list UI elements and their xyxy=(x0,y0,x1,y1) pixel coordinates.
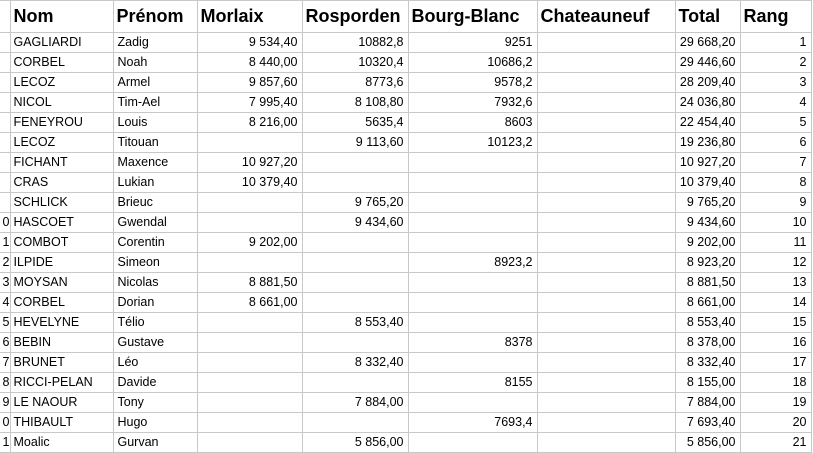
cell-prenom[interactable]: Louis xyxy=(113,113,197,133)
cell-nom[interactable]: BRUNET xyxy=(10,353,113,373)
cell-morlaix[interactable]: 8 881,50 xyxy=(197,273,302,293)
table-row xyxy=(0,53,811,73)
cell-bourg-blanc[interactable] xyxy=(408,293,537,313)
cell-rosporden[interactable]: 8 553,40 xyxy=(302,313,408,333)
cell-rang[interactable]: 12 xyxy=(740,253,811,273)
cell-rosporden[interactable] xyxy=(302,413,408,433)
table-row xyxy=(0,153,811,173)
cell-nom[interactable]: MOYSAN xyxy=(10,273,113,293)
cell-chateauneuf[interactable] xyxy=(537,113,675,133)
cell-total[interactable]: 29 668,20 xyxy=(675,33,740,53)
cell-morlaix[interactable] xyxy=(197,253,302,273)
cell-rosporden[interactable]: 9 765,20 xyxy=(302,193,408,213)
cell-rang[interactable]: 21 xyxy=(740,433,811,453)
row-header[interactable] xyxy=(0,153,10,173)
row-header[interactable] xyxy=(0,93,10,113)
cell-bourg-blanc[interactable] xyxy=(408,313,537,333)
header-row xyxy=(0,1,811,33)
cell-bourg-blanc[interactable]: 8923,2 xyxy=(408,253,537,273)
cell-total[interactable]: 8 155,00 xyxy=(675,373,740,393)
cell-bourg-blanc[interactable] xyxy=(408,273,537,293)
cell-total[interactable]: 8 661,00 xyxy=(675,293,740,313)
row-header[interactable] xyxy=(0,73,10,93)
row-header[interactable]: 1 xyxy=(0,433,10,453)
table-row xyxy=(0,413,811,433)
row-header[interactable] xyxy=(0,33,10,53)
table-row xyxy=(0,113,811,133)
cell-rosporden[interactable]: 10882,8 xyxy=(302,33,408,53)
cell-morlaix[interactable] xyxy=(197,433,302,453)
cell-total[interactable]: 8 553,40 xyxy=(675,313,740,333)
row-header[interactable]: 3 xyxy=(0,273,10,293)
cell-morlaix[interactable] xyxy=(197,193,302,213)
cell-prenom[interactable]: Davide xyxy=(113,373,197,393)
header-cell-chateauneuf[interactable]: Chateauneuf xyxy=(537,1,675,33)
cell-total[interactable]: 7 693,40 xyxy=(675,413,740,433)
cell-nom[interactable]: THIBAULT xyxy=(10,413,113,433)
cell-chateauneuf[interactable] xyxy=(537,353,675,373)
cell-bourg-blanc[interactable]: 8155 xyxy=(408,373,537,393)
table-row xyxy=(0,333,811,353)
table-row xyxy=(0,93,811,113)
cell-morlaix[interactable] xyxy=(197,373,302,393)
cell-total[interactable]: 9 434,60 xyxy=(675,213,740,233)
cell-prenom[interactable]: Tim-Ael xyxy=(113,93,197,113)
row-header[interactable] xyxy=(0,113,10,133)
cell-morlaix[interactable]: 10 379,40 xyxy=(197,173,302,193)
cell-rang[interactable]: 19 xyxy=(740,393,811,413)
cell-morlaix[interactable]: 8 661,00 xyxy=(197,293,302,313)
cell-morlaix[interactable]: 7 995,40 xyxy=(197,93,302,113)
cell-bourg-blanc[interactable]: 8603 xyxy=(408,113,537,133)
cell-total[interactable]: 8 923,20 xyxy=(675,253,740,273)
cell-rosporden[interactable]: 8773,6 xyxy=(302,73,408,93)
header-cell-nom[interactable]: Nom xyxy=(10,1,113,33)
cell-morlaix[interactable]: 10 927,20 xyxy=(197,153,302,173)
row-header[interactable] xyxy=(0,133,10,153)
cell-nom[interactable]: FICHANT xyxy=(10,153,113,173)
cell-bourg-blanc[interactable]: 9578,2 xyxy=(408,73,537,93)
cell-morlaix[interactable] xyxy=(197,353,302,373)
header-cell-morlaix[interactable]: Morlaix xyxy=(197,1,302,33)
cell-prenom[interactable]: Armel xyxy=(113,73,197,93)
row-header[interactable]: 9 xyxy=(0,393,10,413)
cell-rosporden[interactable] xyxy=(302,153,408,173)
cell-chateauneuf[interactable] xyxy=(537,313,675,333)
cell-chateauneuf[interactable] xyxy=(537,433,675,453)
cell-rosporden[interactable]: 5 856,00 xyxy=(302,433,408,453)
cell-nom[interactable]: HASCOET xyxy=(10,213,113,233)
cell-rosporden[interactable] xyxy=(302,273,408,293)
row-header[interactable]: 4 xyxy=(0,293,10,313)
cell-rosporden[interactable] xyxy=(302,333,408,353)
cell-nom[interactable]: FENEYROU xyxy=(10,113,113,133)
cell-morlaix[interactable]: 8 216,00 xyxy=(197,113,302,133)
cell-rang[interactable]: 13 xyxy=(740,273,811,293)
cell-bourg-blanc[interactable] xyxy=(408,433,537,453)
table-row xyxy=(0,233,811,253)
table-row xyxy=(0,253,811,273)
cell-rang[interactable]: 7 xyxy=(740,153,811,173)
cell-chateauneuf[interactable] xyxy=(537,413,675,433)
cell-nom[interactable]: NICOL xyxy=(10,93,113,113)
row-header[interactable]: 7 xyxy=(0,353,10,373)
row-header[interactable]: 8 xyxy=(0,373,10,393)
cell-chateauneuf[interactable] xyxy=(537,333,675,353)
cell-rosporden[interactable] xyxy=(302,293,408,313)
header-cell-prenom[interactable]: Prénom xyxy=(113,1,197,33)
cell-nom[interactable]: LE NAOUR xyxy=(10,393,113,413)
cell-total[interactable]: 10 379,40 xyxy=(675,173,740,193)
row-header[interactable] xyxy=(0,173,10,193)
cell-prenom[interactable]: Télio xyxy=(113,313,197,333)
cell-rang[interactable]: 5 xyxy=(740,113,811,133)
cell-total[interactable]: 7 884,00 xyxy=(675,393,740,413)
cell-rosporden[interactable] xyxy=(302,373,408,393)
cell-total[interactable]: 29 446,60 xyxy=(675,53,740,73)
table-row xyxy=(0,293,811,313)
cell-total[interactable]: 22 454,40 xyxy=(675,113,740,133)
cell-chateauneuf[interactable] xyxy=(537,93,675,113)
cell-rang[interactable]: 17 xyxy=(740,353,811,373)
cell-prenom[interactable]: Hugo xyxy=(113,413,197,433)
cell-rang[interactable]: 18 xyxy=(740,373,811,393)
cell-rang[interactable]: 14 xyxy=(740,293,811,313)
cell-chateauneuf[interactable] xyxy=(537,373,675,393)
cell-rang[interactable]: 9 xyxy=(740,193,811,213)
cell-morlaix[interactable] xyxy=(197,393,302,413)
header-cell-rosporden[interactable]: Rosporden xyxy=(302,1,408,33)
cell-rang[interactable]: 6 xyxy=(740,133,811,153)
cell-rosporden[interactable]: 10320,4 xyxy=(302,53,408,73)
table-row xyxy=(0,173,811,193)
cell-prenom[interactable]: Lukian xyxy=(113,173,197,193)
table-row xyxy=(0,133,811,153)
cell-bourg-blanc[interactable] xyxy=(408,353,537,373)
table-row xyxy=(0,73,811,93)
cell-rang[interactable]: 2 xyxy=(740,53,811,73)
cell-nom[interactable]: CORBEL xyxy=(10,53,113,73)
cell-total[interactable]: 5 856,00 xyxy=(675,433,740,453)
cell-total[interactable]: 24 036,80 xyxy=(675,93,740,113)
cell-prenom[interactable]: Corentin xyxy=(113,233,197,253)
cell-chateauneuf[interactable] xyxy=(537,193,675,213)
cell-prenom[interactable]: Maxence xyxy=(113,153,197,173)
cell-chateauneuf[interactable] xyxy=(537,153,675,173)
cell-prenom[interactable]: Nicolas xyxy=(113,273,197,293)
cell-total[interactable]: 19 236,80 xyxy=(675,133,740,153)
cell-total[interactable]: 9 202,00 xyxy=(675,233,740,253)
cell-nom[interactable]: Moalic xyxy=(10,433,113,453)
cell-morlaix[interactable] xyxy=(197,413,302,433)
cell-total[interactable]: 8 881,50 xyxy=(675,273,740,293)
cell-morlaix[interactable]: 9 534,40 xyxy=(197,33,302,53)
cell-bourg-blanc[interactable]: 7693,4 xyxy=(408,413,537,433)
cell-rosporden[interactable] xyxy=(302,173,408,193)
cell-rang[interactable]: 20 xyxy=(740,413,811,433)
cell-rosporden[interactable] xyxy=(302,253,408,273)
cell-rosporden[interactable]: 9 434,60 xyxy=(302,213,408,233)
cell-chateauneuf[interactable] xyxy=(537,53,675,73)
cell-chateauneuf[interactable] xyxy=(537,293,675,313)
cell-nom[interactable]: ILPIDE xyxy=(10,253,113,273)
cell-rang[interactable]: 4 xyxy=(740,93,811,113)
cell-rang[interactable]: 11 xyxy=(740,233,811,253)
cell-prenom[interactable]: Gurvan xyxy=(113,433,197,453)
cell-morlaix[interactable]: 9 202,00 xyxy=(197,233,302,253)
cell-rosporden[interactable]: 7 884,00 xyxy=(302,393,408,413)
table-row xyxy=(0,33,811,53)
cell-bourg-blanc[interactable] xyxy=(408,233,537,253)
header-cell-total[interactable]: Total xyxy=(675,1,740,33)
cell-prenom[interactable]: Tony xyxy=(113,393,197,413)
cell-rang[interactable]: 16 xyxy=(740,333,811,353)
row-header[interactable]: 0 xyxy=(0,413,10,433)
cell-total[interactable]: 10 927,20 xyxy=(675,153,740,173)
cell-nom[interactable]: LECOZ xyxy=(10,73,113,93)
cell-bourg-blanc[interactable] xyxy=(408,173,537,193)
cell-nom[interactable]: LECOZ xyxy=(10,133,113,153)
cell-rosporden[interactable]: 5635,4 xyxy=(302,113,408,133)
cell-chateauneuf[interactable] xyxy=(537,273,675,293)
cell-chateauneuf[interactable] xyxy=(537,393,675,413)
cell-total[interactable]: 8 378,00 xyxy=(675,333,740,353)
cell-prenom[interactable]: Gustave xyxy=(113,333,197,353)
cell-chateauneuf[interactable] xyxy=(537,213,675,233)
cell-morlaix[interactable] xyxy=(197,333,302,353)
header-cell-bourg-blanc[interactable]: Bourg-Blanc xyxy=(408,1,537,33)
table-row xyxy=(0,393,811,413)
cell-prenom[interactable]: Brieuc xyxy=(113,193,197,213)
cell-nom[interactable]: CRAS xyxy=(10,173,113,193)
cell-total[interactable]: 9 765,20 xyxy=(675,193,740,213)
row-header[interactable] xyxy=(0,53,10,73)
cell-bourg-blanc[interactable]: 10686,2 xyxy=(408,53,537,73)
cell-morlaix[interactable]: 8 440,00 xyxy=(197,53,302,73)
cell-bourg-blanc[interactable] xyxy=(408,193,537,213)
cell-rang[interactable]: 8 xyxy=(740,173,811,193)
cell-nom[interactable]: COMBOT xyxy=(10,233,113,253)
cell-nom[interactable]: RICCI-PELAN xyxy=(10,373,113,393)
cell-prenom[interactable]: Gwendal xyxy=(113,213,197,233)
cell-prenom[interactable]: Noah xyxy=(113,53,197,73)
header-cell-rang[interactable]: Rang xyxy=(740,1,811,33)
cell-total[interactable]: 28 209,40 xyxy=(675,73,740,93)
table-row xyxy=(0,193,811,213)
cell-nom[interactable]: SCHLICK xyxy=(10,193,113,213)
cell-nom[interactable]: GAGLIARDI xyxy=(10,33,113,53)
cell-morlaix[interactable] xyxy=(197,313,302,333)
cell-chateauneuf[interactable] xyxy=(537,133,675,153)
cell-prenom[interactable]: Dorian xyxy=(113,293,197,313)
cell-chateauneuf[interactable] xyxy=(537,233,675,253)
cell-rosporden[interactable]: 8 108,80 xyxy=(302,93,408,113)
cell-prenom[interactable]: Léo xyxy=(113,353,197,373)
cell-rang[interactable]: 10 xyxy=(740,213,811,233)
cell-morlaix[interactable]: 9 857,60 xyxy=(197,73,302,93)
cell-chateauneuf[interactable] xyxy=(537,173,675,193)
row-header[interactable]: 0 xyxy=(0,213,10,233)
table-row xyxy=(0,313,811,333)
cell-rang[interactable]: 3 xyxy=(740,73,811,93)
cell-prenom[interactable]: Titouan xyxy=(113,133,197,153)
row-header[interactable]: 1 xyxy=(0,233,10,253)
row-header[interactable] xyxy=(0,193,10,213)
row-header[interactable]: 2 xyxy=(0,253,10,273)
cell-rang[interactable]: 1 xyxy=(740,33,811,53)
cell-bourg-blanc[interactable]: 7932,6 xyxy=(408,93,537,113)
cell-bourg-blanc[interactable] xyxy=(408,153,537,173)
cell-chateauneuf[interactable] xyxy=(537,73,675,93)
cell-chateauneuf[interactable] xyxy=(537,33,675,53)
table-row xyxy=(0,213,811,233)
table-row xyxy=(0,353,811,373)
cell-nom[interactable]: HEVELYNE xyxy=(10,313,113,333)
cell-bourg-blanc[interactable]: 8378 xyxy=(408,333,537,353)
cell-prenom[interactable]: Zadig xyxy=(113,33,197,53)
cell-prenom[interactable]: Simeon xyxy=(113,253,197,273)
cell-rosporden[interactable] xyxy=(302,233,408,253)
row-header[interactable]: 6 xyxy=(0,333,10,353)
cell-morlaix[interactable] xyxy=(197,133,302,153)
cell-morlaix[interactable] xyxy=(197,213,302,233)
cell-chateauneuf[interactable] xyxy=(537,253,675,273)
table-row xyxy=(0,433,811,453)
cell-bourg-blanc[interactable] xyxy=(408,393,537,413)
cell-nom[interactable]: CORBEL xyxy=(10,293,113,313)
table-row xyxy=(0,273,811,293)
cell-bourg-blanc[interactable]: 10123,2 xyxy=(408,133,537,153)
row-header[interactable]: 5 xyxy=(0,313,10,333)
cell-rang[interactable]: 15 xyxy=(740,313,811,333)
cell-bourg-blanc[interactable]: 9251 xyxy=(408,33,537,53)
cell-nom[interactable]: BEBIN xyxy=(10,333,113,353)
cell-rosporden[interactable]: 8 332,40 xyxy=(302,353,408,373)
cell-total[interactable]: 8 332,40 xyxy=(675,353,740,373)
cell-rosporden[interactable]: 9 113,60 xyxy=(302,133,408,153)
cell-bourg-blanc[interactable] xyxy=(408,213,537,233)
table-row xyxy=(0,373,811,393)
row-header[interactable] xyxy=(0,1,10,33)
